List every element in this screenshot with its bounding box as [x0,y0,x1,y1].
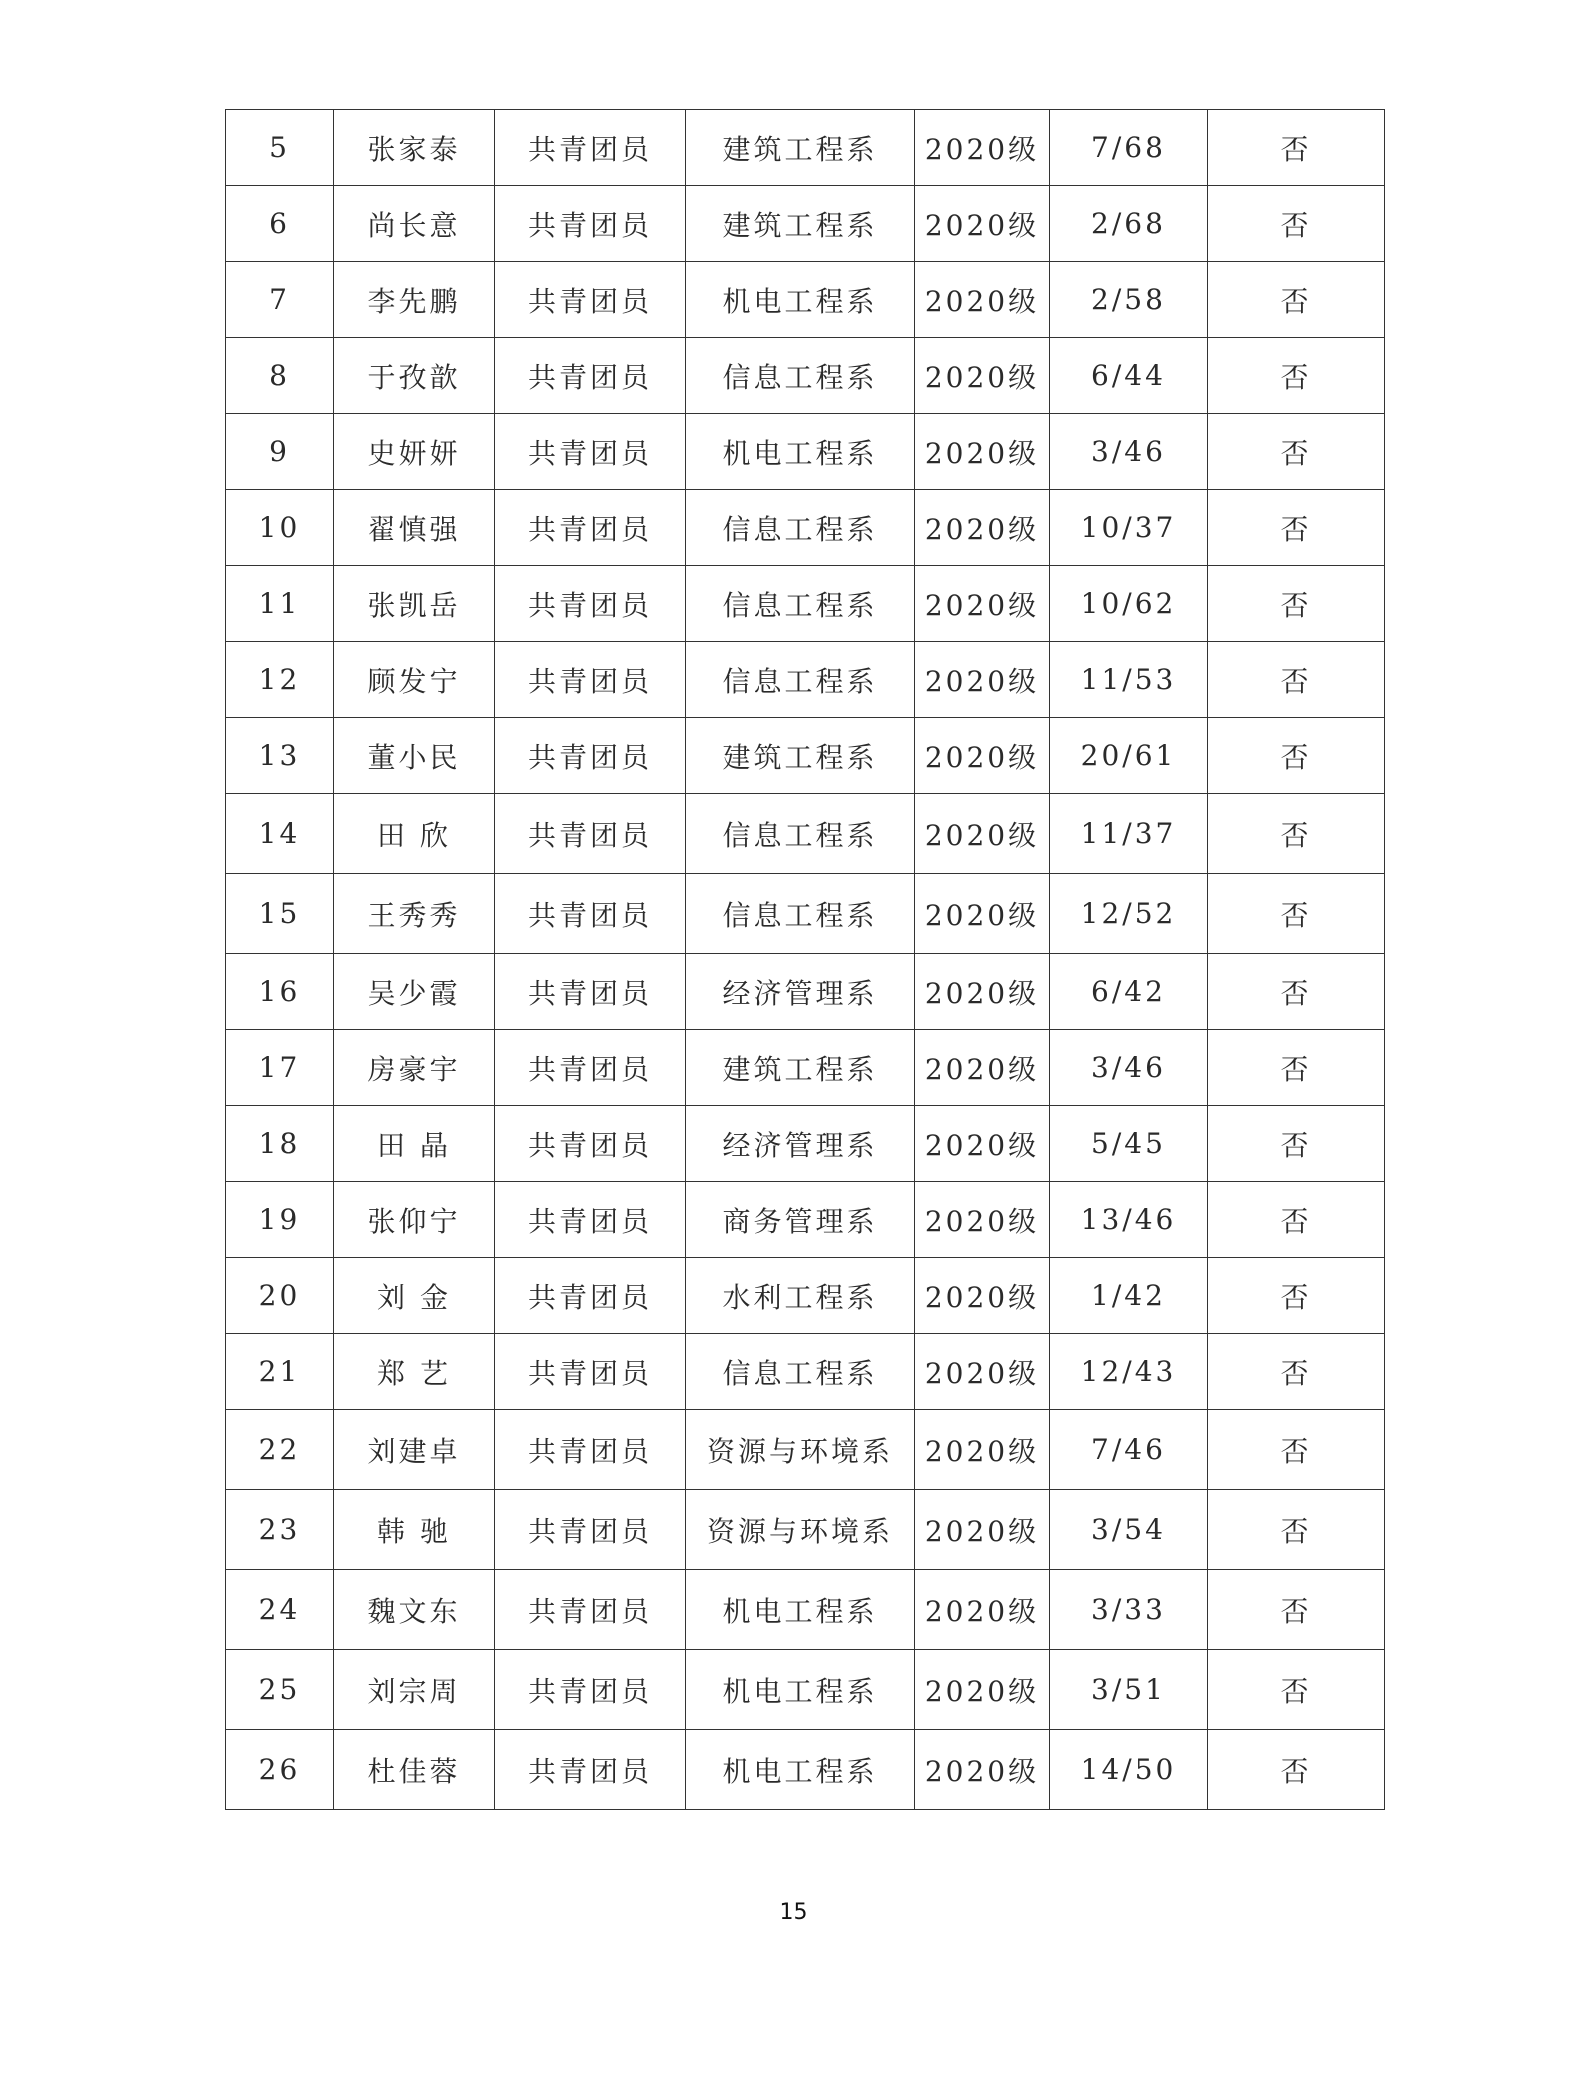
row-index-cell: 7 [226,262,334,338]
department-cell: 建筑工程系 [686,186,915,262]
department-cell: 机电工程系 [686,1650,915,1730]
political-status-cell: 共青团员 [495,1410,686,1490]
row-index-cell: 13 [226,718,334,794]
political-status-cell: 共青团员 [495,794,686,874]
department-cell: 建筑工程系 [686,718,915,794]
flag-value-cell: 否 [1208,566,1385,642]
flag-value-cell: 否 [1208,1182,1385,1258]
class-rank-cell: 13/46 [1050,1182,1208,1258]
flag-value-cell: 否 [1208,874,1385,954]
political-status-cell: 共青团员 [495,262,686,338]
grade-cell: 2020级 [915,642,1050,718]
political-status-cell: 共青团员 [495,1182,686,1258]
student-name-cell: 刘宗周 [334,1650,495,1730]
grade-cell: 2020级 [915,1490,1050,1570]
grade-cell: 2020级 [915,954,1050,1030]
student-name-cell: 郑 艺 [334,1334,495,1410]
flag-value-cell: 否 [1208,186,1385,262]
political-status-cell: 共青团员 [495,874,686,954]
department-cell: 机电工程系 [686,1570,915,1650]
department-cell: 资源与环境系 [686,1490,915,1570]
grade-cell: 2020级 [915,490,1050,566]
class-rank-cell: 5/45 [1050,1106,1208,1182]
student-name-cell: 翟慎强 [334,490,495,566]
flag-value-cell: 否 [1208,954,1385,1030]
class-rank-cell: 10/62 [1050,566,1208,642]
department-cell: 信息工程系 [686,794,915,874]
table-row [226,110,1385,186]
department-cell: 经济管理系 [686,1106,915,1182]
row-index-cell: 26 [226,1730,334,1810]
student-name-cell: 韩 驰 [334,1490,495,1570]
political-status-cell: 共青团员 [495,186,686,262]
class-rank-cell: 3/54 [1050,1490,1208,1570]
row-index-cell: 9 [226,414,334,490]
row-index-cell: 25 [226,1650,334,1730]
row-index-cell: 23 [226,1490,334,1570]
political-status-cell: 共青团员 [495,566,686,642]
table-row [226,1490,1385,1570]
student-name-cell: 杜佳蓉 [334,1730,495,1810]
student-name-cell: 史妍妍 [334,414,495,490]
class-rank-cell: 7/68 [1050,110,1208,186]
roster-body [226,110,1385,1810]
table-row [226,338,1385,414]
grade-cell: 2020级 [915,1258,1050,1334]
table-row [226,1182,1385,1258]
class-rank-cell: 12/43 [1050,1334,1208,1410]
flag-value-cell: 否 [1208,1490,1385,1570]
student-name-cell: 张凯岳 [334,566,495,642]
political-status-cell: 共青团员 [495,1570,686,1650]
student-name-cell: 尚长意 [334,186,495,262]
class-rank-cell: 3/46 [1050,1030,1208,1106]
row-index-cell: 16 [226,954,334,1030]
class-rank-cell: 11/53 [1050,642,1208,718]
table-row [226,490,1385,566]
department-cell: 信息工程系 [686,1334,915,1410]
grade-cell: 2020级 [915,566,1050,642]
row-index-cell: 14 [226,794,334,874]
table-row [226,642,1385,718]
table-row [226,1030,1385,1106]
row-index-cell: 17 [226,1030,334,1106]
student-name-cell: 房豪宇 [334,1030,495,1106]
student-name-cell: 董小民 [334,718,495,794]
political-status-cell: 共青团员 [495,490,686,566]
grade-cell: 2020级 [915,414,1050,490]
department-cell: 机电工程系 [686,1730,915,1810]
table-row [226,1570,1385,1650]
student-name-cell: 张家泰 [334,110,495,186]
student-name-cell: 吴少霞 [334,954,495,1030]
class-rank-cell: 3/33 [1050,1570,1208,1650]
political-status-cell: 共青团员 [495,642,686,718]
political-status-cell: 共青团员 [495,414,686,490]
class-rank-cell: 2/68 [1050,186,1208,262]
grade-cell: 2020级 [915,1730,1050,1810]
student-name-cell: 于孜歆 [334,338,495,414]
department-cell: 信息工程系 [686,874,915,954]
student-name-cell: 王秀秀 [334,874,495,954]
political-status-cell: 共青团员 [495,110,686,186]
table-row [226,954,1385,1030]
grade-cell: 2020级 [915,1182,1050,1258]
class-rank-cell: 2/58 [1050,262,1208,338]
political-status-cell: 共青团员 [495,954,686,1030]
department-cell: 资源与环境系 [686,1410,915,1490]
table-row [226,1106,1385,1182]
flag-value-cell: 否 [1208,1334,1385,1410]
flag-value-cell: 否 [1208,110,1385,186]
student-name-cell: 田 晶 [334,1106,495,1182]
table-row [226,1410,1385,1490]
flag-value-cell: 否 [1208,1410,1385,1490]
grade-cell: 2020级 [915,1410,1050,1490]
row-index-cell: 21 [226,1334,334,1410]
grade-cell: 2020级 [915,186,1050,262]
political-status-cell: 共青团员 [495,1650,686,1730]
political-status-cell: 共青团员 [495,718,686,794]
department-cell: 机电工程系 [686,262,915,338]
flag-value-cell: 否 [1208,1570,1385,1650]
class-rank-cell: 10/37 [1050,490,1208,566]
student-name-cell: 刘建卓 [334,1410,495,1490]
student-name-cell: 李先鹏 [334,262,495,338]
table-row [226,794,1385,874]
table-row [226,874,1385,954]
row-index-cell: 24 [226,1570,334,1650]
political-status-cell: 共青团员 [495,338,686,414]
department-cell: 商务管理系 [686,1182,915,1258]
class-rank-cell: 3/46 [1050,414,1208,490]
row-index-cell: 11 [226,566,334,642]
table-row [226,566,1385,642]
class-rank-cell: 6/42 [1050,954,1208,1030]
flag-value-cell: 否 [1208,1030,1385,1106]
table-row [226,414,1385,490]
student-roster-table [225,109,1385,1810]
row-index-cell: 6 [226,186,334,262]
flag-value-cell: 否 [1208,642,1385,718]
row-index-cell: 18 [226,1106,334,1182]
row-index-cell: 19 [226,1182,334,1258]
table-row [226,718,1385,794]
department-cell: 建筑工程系 [686,110,915,186]
class-rank-cell: 3/51 [1050,1650,1208,1730]
row-index-cell: 10 [226,490,334,566]
department-cell: 经济管理系 [686,954,915,1030]
flag-value-cell: 否 [1208,1650,1385,1730]
department-cell: 建筑工程系 [686,1030,915,1106]
political-status-cell: 共青团员 [495,1030,686,1106]
class-rank-cell: 14/50 [1050,1730,1208,1810]
table-row [226,186,1385,262]
political-status-cell: 共青团员 [495,1730,686,1810]
class-rank-cell: 1/42 [1050,1258,1208,1334]
flag-value-cell: 否 [1208,1730,1385,1810]
political-status-cell: 共青团员 [495,1258,686,1334]
class-rank-cell: 11/37 [1050,794,1208,874]
grade-cell: 2020级 [915,1334,1050,1410]
table-row [226,262,1385,338]
department-cell: 信息工程系 [686,490,915,566]
department-cell: 信息工程系 [686,642,915,718]
student-name-cell: 刘 金 [334,1258,495,1334]
class-rank-cell: 12/52 [1050,874,1208,954]
grade-cell: 2020级 [915,262,1050,338]
class-rank-cell: 6/44 [1050,338,1208,414]
grade-cell: 2020级 [915,874,1050,954]
grade-cell: 2020级 [915,794,1050,874]
row-index-cell: 5 [226,110,334,186]
grade-cell: 2020级 [915,718,1050,794]
department-cell: 水利工程系 [686,1258,915,1334]
student-name-cell: 魏文东 [334,1570,495,1650]
row-index-cell: 15 [226,874,334,954]
flag-value-cell: 否 [1208,262,1385,338]
student-name-cell: 顾发宁 [334,642,495,718]
department-cell: 信息工程系 [686,338,915,414]
flag-value-cell: 否 [1208,490,1385,566]
row-index-cell: 12 [226,642,334,718]
class-rank-cell: 7/46 [1050,1410,1208,1490]
table-row [226,1334,1385,1410]
class-rank-cell: 20/61 [1050,718,1208,794]
grade-cell: 2020级 [915,1030,1050,1106]
flag-value-cell: 否 [1208,718,1385,794]
table-row [226,1730,1385,1810]
flag-value-cell: 否 [1208,414,1385,490]
grade-cell: 2020级 [915,110,1050,186]
department-cell: 信息工程系 [686,566,915,642]
student-name-cell: 张仰宁 [334,1182,495,1258]
flag-value-cell: 否 [1208,338,1385,414]
table-row [226,1650,1385,1730]
department-cell: 机电工程系 [686,414,915,490]
page-number: 15 [779,1900,808,1925]
flag-value-cell: 否 [1208,1106,1385,1182]
flag-value-cell: 否 [1208,794,1385,874]
political-status-cell: 共青团员 [495,1490,686,1570]
row-index-cell: 22 [226,1410,334,1490]
row-index-cell: 8 [226,338,334,414]
grade-cell: 2020级 [915,1650,1050,1730]
political-status-cell: 共青团员 [495,1106,686,1182]
grade-cell: 2020级 [915,1106,1050,1182]
student-name-cell: 田 欣 [334,794,495,874]
table-row [226,1258,1385,1334]
row-index-cell: 20 [226,1258,334,1334]
flag-value-cell: 否 [1208,1258,1385,1334]
grade-cell: 2020级 [915,1570,1050,1650]
grade-cell: 2020级 [915,338,1050,414]
political-status-cell: 共青团员 [495,1334,686,1410]
